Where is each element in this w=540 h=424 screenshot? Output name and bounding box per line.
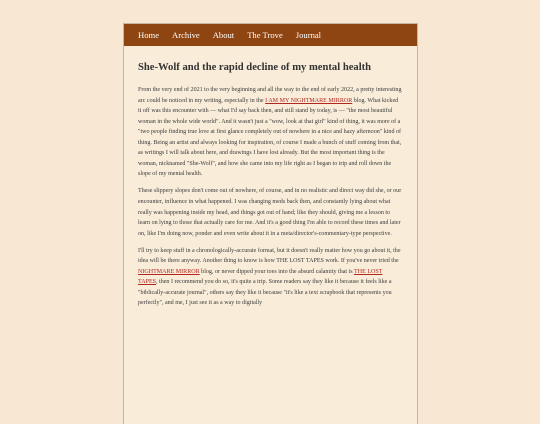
post-paragraph-1 [138,85,403,180]
lost-tapes-link[interactable]: THE LOST TAPES [138,268,383,286]
top-nav [124,24,417,46]
paragraph-text: blog, or never dipped your toes into the absurd calamity that is [199,268,355,275]
paragraph-text: blog. What kicked it off was this encounter with — what I'd say back then, and still stand by today, is — "the most beautiful woman in the whole wide world". And it wasn't just a "wow, look at that girl" kind of thing, it was more of a "two people finding true love at first glance completely out of nowhere in a nice and hazy afternoon" kind of thing. Being an artist and always looking for inspiration, of course I made a bunch of stuff coming from that, as writings I will talk about here, and drawings I have lost already. But the most important thing is the woman, nicknamed "She-Wolf", and how she came into my life right as I began to trip and roll down the slope of my mental health. [138,97,402,178]
nightmare-mirror-blog-link[interactable]: I AM MY NIGHTMARE MIRROR [265,97,353,104]
post-content [124,61,417,309]
post-title: She-Wolf and the rapid decline of my mental health [138,62,372,73]
nav-the-trove-link[interactable]: The Trove [247,30,283,40]
post-paragraph-3 [138,246,403,309]
nav-archive-link[interactable]: Archive [172,30,200,40]
post-card [123,23,418,424]
post-paragraph-2: These slippery slopes don't come out of nowhere, of course, and in no realistic and direct way did she, or our encounter, influence in what happened. I was changing meds back then, and constantly lying about what really was happening inside my head, and things got out of hand; like they should, giving me a lesson to learn on lying to those that actually care for me. And it's a good thing I'm able to record these times and later on, like I'm doing now, ponder and even write about it in a meta/director's-commentary-type perspective. [138,188,402,237]
nav-about-link[interactable]: About [212,30,235,40]
nav-home-link[interactable]: Home [138,30,160,40]
nightmare-mirror-link[interactable]: NIGHTMARE MIRROR [138,268,200,275]
nav-journal-link[interactable]: Journal [295,30,322,40]
paragraph-text: I'll try to keep stuff in a chronologically-accurate format, but it doesn't really matter how you go about it, the idea will be there anyway. Another thing to know is how THE LOST TAPES work. If you've never tried the [138,247,401,265]
paragraph-text: , then I recommend you do so, it's quite a trip. Some readers say they like it because it feels like a "biblically-accurate journal", others say they like it because "it's like a text scrapbook that represents you perfectly", and me, I just see it as a way to digitally [138,279,392,307]
paragraph-text: From the very end of 2021 to the very beginning and all the way to the end of early 2022, a pretty interesting arc could be noticed in my writing, especially in the [138,87,402,104]
